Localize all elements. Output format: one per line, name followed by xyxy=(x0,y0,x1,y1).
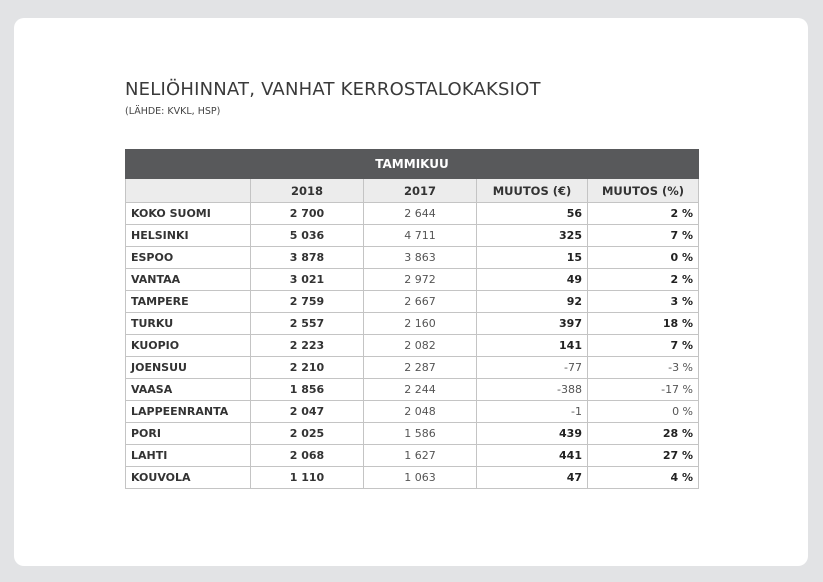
value-2017: 4 711 xyxy=(364,225,477,247)
value-2018: 2 700 xyxy=(251,203,364,225)
table-row xyxy=(126,291,699,313)
value-2017: 2 667 xyxy=(364,291,477,313)
source-note: (LÄHDE: KVKL, HSP) xyxy=(125,106,221,117)
change-eur: 56 xyxy=(477,203,588,225)
row-name: LAPPEENRANTA xyxy=(126,401,251,423)
table-row xyxy=(126,401,699,423)
table-row xyxy=(126,269,699,291)
value-2017: 2 160 xyxy=(364,313,477,335)
change-pct: -3 % xyxy=(588,357,699,379)
value-2017: 1 063 xyxy=(364,467,477,489)
change-eur: 92 xyxy=(477,291,588,313)
change-eur: -388 xyxy=(477,379,588,401)
change-pct: 0 % xyxy=(588,247,699,269)
change-eur: 47 xyxy=(477,467,588,489)
value-2018: 3 021 xyxy=(251,269,364,291)
value-2018: 1 856 xyxy=(251,379,364,401)
change-eur: 15 xyxy=(477,247,588,269)
table-row xyxy=(126,313,699,335)
change-pct: 2 % xyxy=(588,269,699,291)
value-2017: 2 644 xyxy=(364,203,477,225)
row-name: TAMPERE xyxy=(126,291,251,313)
value-2018: 5 036 xyxy=(251,225,364,247)
row-name: HELSINKI xyxy=(126,225,251,247)
change-pct: 4 % xyxy=(588,467,699,489)
row-name: KOUVOLA xyxy=(126,467,251,489)
value-2017: 2 048 xyxy=(364,401,477,423)
change-pct: 0 % xyxy=(588,401,699,423)
row-name: VANTAA xyxy=(126,269,251,291)
value-2018: 3 878 xyxy=(251,247,364,269)
change-pct: 7 % xyxy=(588,335,699,357)
row-name: PORI xyxy=(126,423,251,445)
change-eur: 439 xyxy=(477,423,588,445)
value-2017: 2 972 xyxy=(364,269,477,291)
change-pct: -17 % xyxy=(588,379,699,401)
change-eur: 49 xyxy=(477,269,588,291)
value-2017: 1 627 xyxy=(364,445,477,467)
row-name: LAHTI xyxy=(126,445,251,467)
change-pct: 2 % xyxy=(588,203,699,225)
column-header-change-pct: MUUTOS (%) xyxy=(588,179,699,203)
column-header-2018: 2018 xyxy=(251,179,364,203)
column-header-change-eur: MUUTOS (€) xyxy=(477,179,588,203)
price-table xyxy=(125,149,699,489)
row-name: ESPOO xyxy=(126,247,251,269)
value-2018: 2 025 xyxy=(251,423,364,445)
value-2018: 2 759 xyxy=(251,291,364,313)
column-header-name xyxy=(126,179,251,203)
change-pct: 27 % xyxy=(588,445,699,467)
row-name: JOENSUU xyxy=(126,357,251,379)
change-eur: 141 xyxy=(477,335,588,357)
table-row xyxy=(126,225,699,247)
change-eur: -1 xyxy=(477,401,588,423)
group-header: TAMMIKUU xyxy=(126,150,699,179)
change-eur: 397 xyxy=(477,313,588,335)
change-pct: 3 % xyxy=(588,291,699,313)
row-name: VAASA xyxy=(126,379,251,401)
value-2017: 2 082 xyxy=(364,335,477,357)
table-row xyxy=(126,445,699,467)
table-row xyxy=(126,379,699,401)
table-row xyxy=(126,203,699,225)
column-header-row xyxy=(126,179,699,203)
value-2017: 2 244 xyxy=(364,379,477,401)
row-name: KUOPIO xyxy=(126,335,251,357)
value-2017: 3 863 xyxy=(364,247,477,269)
table-row xyxy=(126,247,699,269)
value-2018: 2 223 xyxy=(251,335,364,357)
value-2018: 2 068 xyxy=(251,445,364,467)
change-pct: 18 % xyxy=(588,313,699,335)
change-pct: 7 % xyxy=(588,225,699,247)
table-row xyxy=(126,467,699,489)
page-title: NELIÖHINNAT, VANHAT KERROSTALOKAKSIOT xyxy=(125,79,541,100)
row-name: KOKO SUOMI xyxy=(126,203,251,225)
value-2017: 2 287 xyxy=(364,357,477,379)
value-2018: 2 557 xyxy=(251,313,364,335)
table-row xyxy=(126,423,699,445)
table-row xyxy=(126,335,699,357)
value-2017: 1 586 xyxy=(364,423,477,445)
row-name: TURKU xyxy=(126,313,251,335)
change-eur: -77 xyxy=(477,357,588,379)
value-2018: 2 210 xyxy=(251,357,364,379)
table-row xyxy=(126,357,699,379)
change-pct: 28 % xyxy=(588,423,699,445)
value-2018: 1 110 xyxy=(251,467,364,489)
change-eur: 441 xyxy=(477,445,588,467)
value-2018: 2 047 xyxy=(251,401,364,423)
column-header-2017: 2017 xyxy=(364,179,477,203)
change-eur: 325 xyxy=(477,225,588,247)
